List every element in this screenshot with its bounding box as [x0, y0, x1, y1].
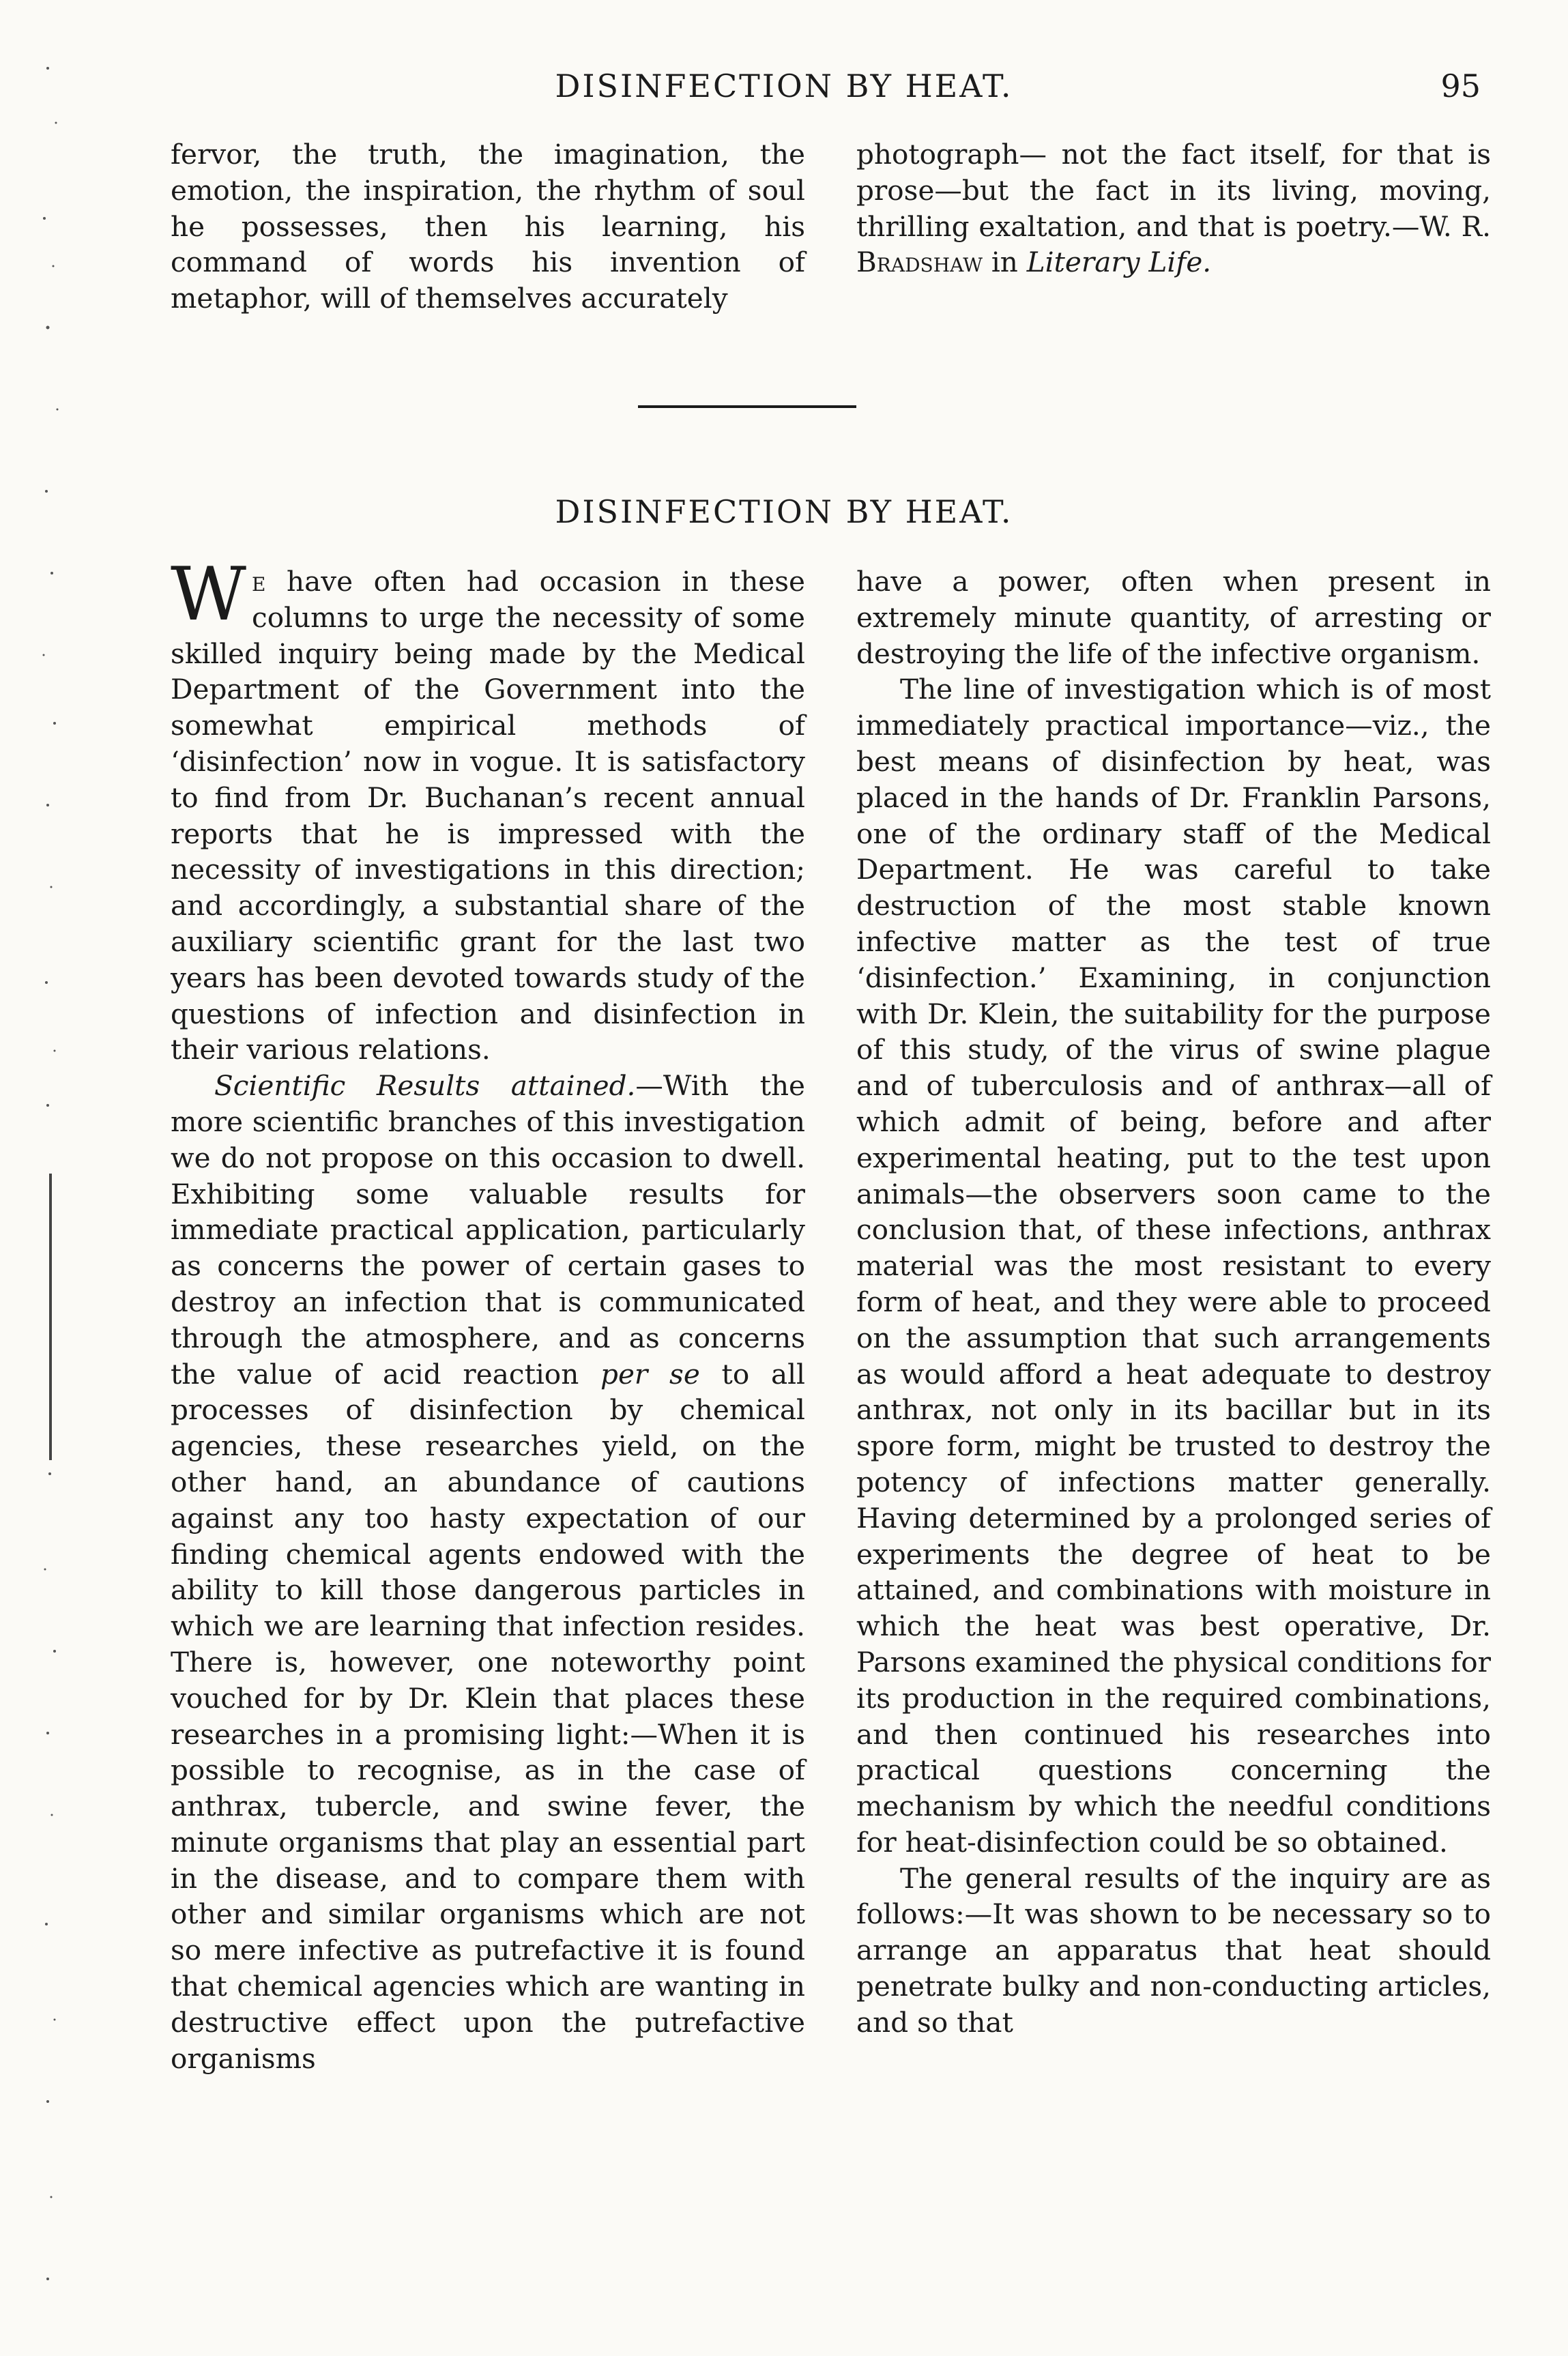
article-body [171, 552, 1491, 2324]
margin-specks [27, 41, 75, 2327]
running-head [0, 66, 1568, 120]
source-title: Literary Life. [1026, 246, 1212, 279]
in-word: in [982, 246, 1027, 279]
previous-article-left-column [171, 136, 805, 317]
article-right-column [856, 564, 1491, 2041]
drop-cap: W [171, 552, 247, 637]
paragraph-2-text-cont: to all processes of disinfection by chemical agencies, these researches yield, on the other hand, an abundance of cautions against any too hasty expectation of our finding chemical agents endowed with the ability to kill those dangerous particles in which we are learning that infection resides. There is, however, one noteworthy point vouched for by Dr. Klein that places these researches in a promising light:—When it is possible to recognise, as in the case of anthrax, tubercle, and swine fever, the minute organisms that play an essential part in the disease, and to compare them with other and similar organisms which are not so mere infective as putrefactive it is found that chemical agencies which are wanting in destructive effect upon the putrefactive organisms [171, 1357, 806, 2075]
page-number: 95 [1440, 68, 1481, 104]
previous-article-right-paragraph [856, 136, 1491, 280]
paragraph-2-text: —With the more scientific branches of this investigation we do not propose on this occasion to dwell. Exhibiting some valuable results for immediate practical application, particularly as concerns the power of certain gases to destroy an infection that is communicated through the atmosphere, and as concerns the value of acid reaction [171, 1069, 805, 1391]
article-paragraph-4: The general results of the inquiry are as follows:—It was shown to be necessary so to arrange an apparatus that heat should penetrate bulky and non-conducting articles, and so that [856, 1861, 1491, 2039]
paragraph-1-text: have often had occasion in these columns to urge the necessity of some skilled inquiry being made by the Medical Department of the Government into the somewhat empirical methods of ‘disinfection’ now in vogue. It is satisfactory to find from Dr. Buchanan’s recent annual reports that he is impressed with the necessity of investigations in this direction; and accordingly, a substantial share of the auxiliary scientific grant for the last two years has been devoted towards study of the questions of infection and disinfection in their various relations. [171, 565, 805, 1066]
previous-article-ending [171, 136, 1491, 328]
latin-phrase: per se [600, 1357, 700, 1391]
previous-article-left-text: fervor, the truth, the imagination, the emotion, the inspiration, the rhythm of soul he possesses, then his learning, his command of words his invention of metaphor, will of themselves accurately [171, 138, 805, 315]
previous-article-right-text: photograph— not the fact itself, for that is prose—but the fact in its living, moving, thrilling exaltation, and that is poetry.—W. R. [856, 138, 1491, 243]
author-name: Bradshaw [856, 246, 983, 279]
lead-in: e [252, 565, 266, 598]
article-paragraph-3: The line of investigation which is of most immediately practical importance—viz., the best means of disinfection by heat, was placed in the hands of Dr. Franklin Parsons, one of the ordinary staff of the Medical Department. He was careful to take destruction of the most stable known infective matter as the test of true ‘disinfection.’ Examining, in conjunction with Dr. Klein, the suitability for the purpose of this study, of the virus of swine plague and of tuberculosis and of anthrax—all of which admit of being, before and after experimental heating, put to the test upon animals—the observers soon came to the conclusion that, of these infections, anthrax material was the most resistant to every form of heat, and they were able to proceed on the assumption that such arrangements as would afford a heat adequate to destroy anthrax, not only in its bacillar but in its spore form, might be trusted to destroy the potency of infections matter generally. Having determined by a prolonged series of experiments the degree of heat to be attained, and combinations with moisture in which the heat was best operative, Dr. Parsons examined the physical conditions for its production in the required combinations, and then continued his researches into practical questions concerning the mechanism by which the needful conditions for heat-disinfection could be so obtained. [856, 673, 1491, 1859]
section-heading: Scientific Results attained. [214, 1069, 636, 1103]
running-title: DISINFECTION BY HEAT. [555, 68, 1013, 104]
article-title: DISINFECTION BY HEAT. [555, 493, 1013, 530]
article-left-column [171, 552, 806, 2076]
article-paragraph-2 [171, 1068, 805, 2076]
article-paragraph-continuation: have a power, often when present in extremely minute quantity, of arresting or destroying the life of the infective organism. [856, 565, 1491, 670]
section-divider [638, 405, 856, 408]
article-paragraph-1 [171, 552, 805, 1068]
previous-article-right-column [856, 136, 1491, 280]
